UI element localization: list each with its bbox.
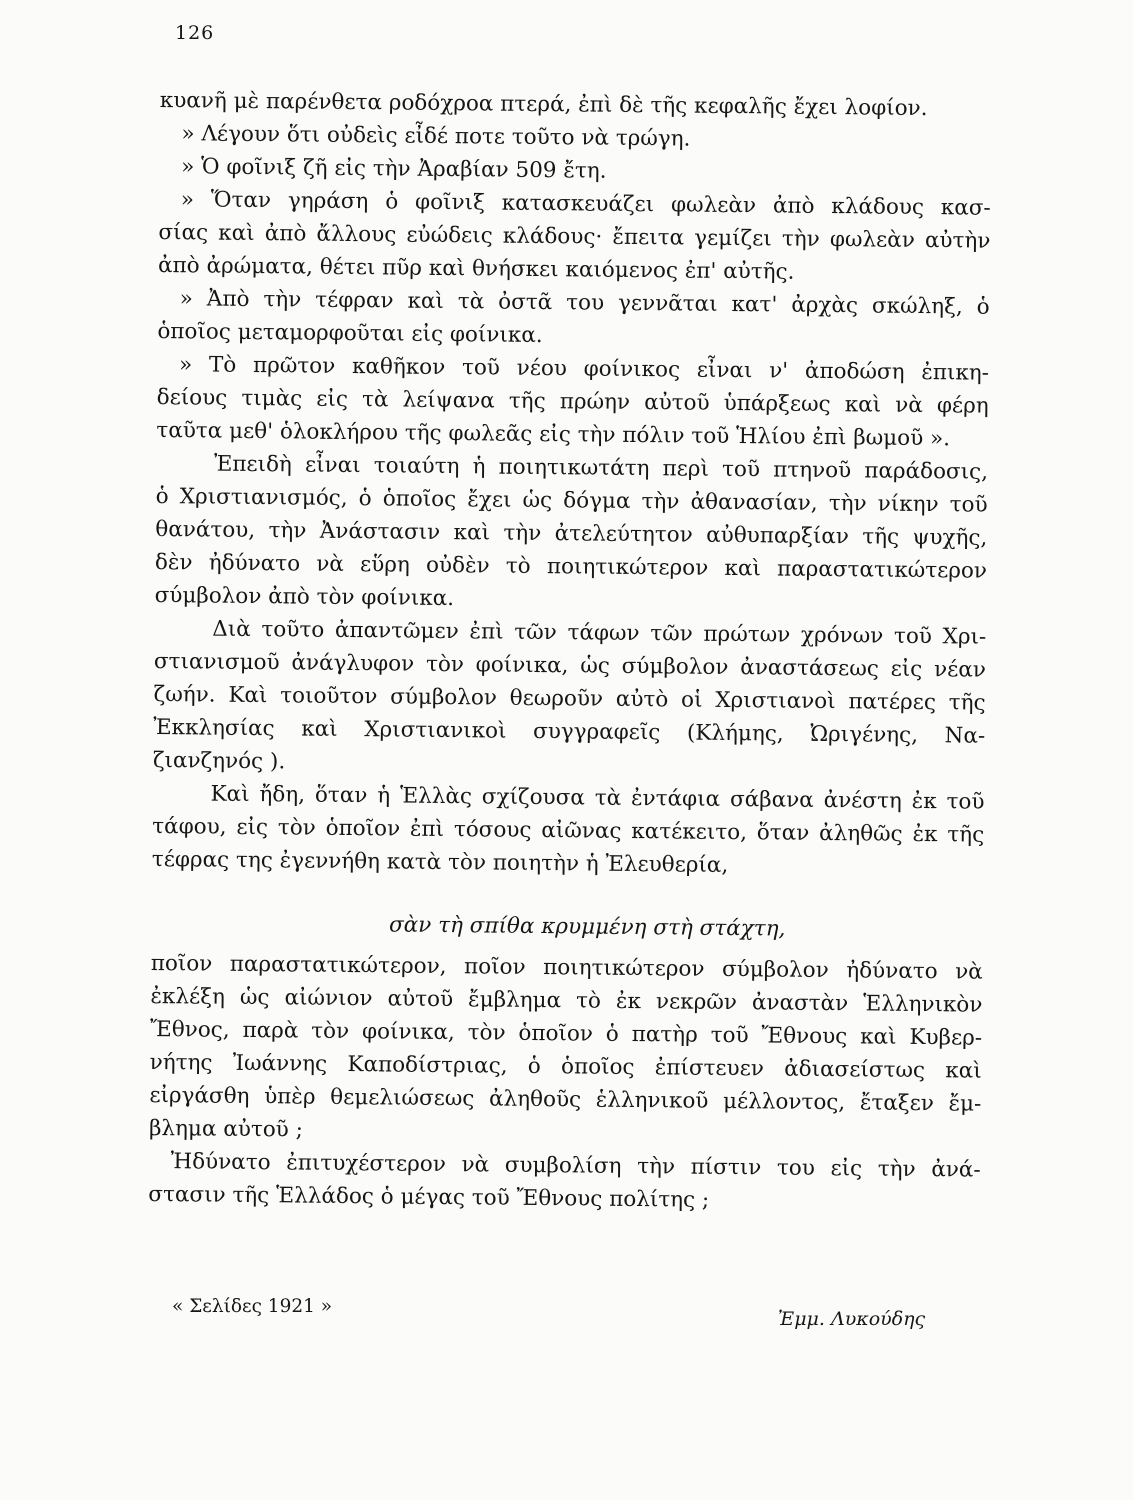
text-line: ἀπὸ ἀρώματα, θέτει πῦρ καὶ θνήσκει καιόμενος ἐπ' αὐτῆς.	[157, 252, 795, 285]
text-line: Ἐπειδὴ εἶναι τοιαύτη ἡ ποιητικωτάτη περὶ τοῦ πτηνοῦ παράδοσις,	[213, 451, 989, 485]
text-line: ζωήν. Καὶ τοιοῦτον σύμβολον θεωροῦν αὐτὸ οἱ Χριστιανοὶ πατέρες τῆς	[153, 681, 986, 716]
text-line: ὁ Χριστιανισμός, ὁ ὁποῖος ἔχει ὡς δόγμα τὴν ἀθανασίαν, τὴν νίκην τοῦ	[155, 483, 988, 518]
text-line: ταῦτα μεθ' ὁλοκλήρου τῆς φωλεᾶς εἰς τὴν πόλιν τοῦ Ἡλίου ἐπὶ βωμοῦ ».	[156, 417, 951, 452]
text-line: σύμβολον ἀπὸ τὸν φοίνικα.	[154, 582, 455, 612]
text-line: βλημα αὐτοῦ ;	[148, 1115, 304, 1143]
text-line: Ἔθνος, παρὰ τὸν φοίνικα, τὸν ὁποῖον ὁ πατὴρ τοῦ Ἔθνους καὶ Κυβερ-	[149, 1016, 983, 1051]
paragraph	[152, 777, 985, 885]
text-line: » Ὅταν γηράση ὁ φοῖνιξ κατασκευάζει φωλεὰν ἀπὸ κλάδους κασ-	[180, 187, 991, 221]
text-line: θανάτου, τὴν Ἀνάστασιν καὶ τὴν ἀτελεύτητον αὐθυπαρξίαν τῆς ψυχῆς,	[155, 516, 988, 551]
text-line: στιανισμοῦ ἀνάγλυφον τὸν φοίνικα, ὡς σύμβολον ἀναστάσεως εἰς νέαν	[153, 648, 987, 683]
paragraph	[154, 447, 988, 621]
text-line: ποῖον παραστατικώτερον, ποῖον ποιητικώτερον σύμβολον ἠδύνατο νὰ	[150, 950, 983, 985]
text-line: Ἐκκλησίας καὶ Χριστιανικοὶ συγγραφεῖς (Κλήμης, Ὠριγένης, Να-	[153, 714, 986, 749]
text-line: δὲν ἠδύνατο νὰ εὕρη οὐδὲν τὸ ποιητικώτερον καὶ παραστατικώτερον	[154, 549, 988, 584]
paragraph	[156, 348, 989, 456]
text-line: » Ἀπὸ τὴν τέφραν καὶ τὰ ὀστᾶ του γεννᾶται κατ' ἀρχὰς σκώληξ, ὁ	[179, 286, 990, 320]
text-line: » Ὁ φοῖνιξ ζῆ εἰς τὴν Ἀραβίαν 509 ἔτη.	[181, 154, 607, 184]
text-line: σίας καὶ ἀπὸ ἄλλους εὐώδεις κλάδους· ἔπειτα γεμίζει τὴν φωλεὰν αὐτὴν	[158, 219, 991, 254]
text-line: » Λέγουν ὅτι οὐδεὶς εἶδέ ποτε τοῦτο νὰ τρώγη.	[181, 121, 691, 152]
closing-paragraphs	[148, 947, 983, 1220]
text-line: ἐκλέξη ὡς αἰώνιον αὐτοῦ ἔμβλημα τὸ ἐκ νεκρῶν ἀναστὰν Ἑλληνικὸν	[150, 983, 983, 1018]
text-line: » Τὸ πρῶτον καθῆκον τοῦ νέου φοίνικος εἶναι ν' ἀποδώση ἐπικη-	[178, 352, 990, 386]
verse-quote: σὰν τὴ σπίθα κρυμμένη στὴ στάχτη,	[388, 912, 786, 942]
text-line: στασιν τῆς Ἑλλάδος ὁ μέγας τοῦ Ἔθνους πολίτης ;	[148, 1181, 710, 1213]
text-line: νήτης Ἰωάννης Καποδίστριας, ὁ ὁποῖος ἐπίστευεν ἀδιασείστως καὶ	[149, 1049, 982, 1084]
paragraphs	[152, 84, 992, 885]
source-citation: « Σελίδες 1921 »	[172, 1296, 333, 1317]
text-line: τέφρας της ἐγεννήθη κατὰ τὸν ποιητὴν ἡ Ἐλευθερία,	[151, 846, 729, 878]
text-line: Καὶ ἤδη, ὅταν ἡ Ἑλλὰς σχίζουσα τὰ ἐντάφια σάβανα ἀνέστη ἐκ τοῦ	[210, 781, 985, 815]
text-line: τάφου, εἰς τὸν ὁποῖον ἐπὶ τόσους αἰῶνας κατέκειτο, ὅταν ἀληθῶς ἐκ τῆς	[152, 813, 985, 848]
page-number: 126	[175, 22, 215, 44]
text-line: εἰργάσθη ὑπὲρ θεμελιώσεως ἀληθοῦς ἑλληνικοῦ μέλλοντος, ἔταξεν ἔμ-	[149, 1082, 982, 1117]
paragraph	[148, 1145, 981, 1220]
text-line: Ἠδύνατο ἐπιτυχέστερον νὰ συμβολίση τὴν πίστιν του εἰς τὴν ἀνά-	[170, 1149, 981, 1183]
paragraph	[158, 183, 991, 291]
paragraph	[149, 947, 983, 1154]
paragraph	[153, 612, 987, 786]
text-line: Διὰ τοῦτο ἀπαντῶμεν ἐπὶ τῶν τάφων τῶν πρώτων χρόνων τοῦ Χρι-	[212, 616, 987, 650]
text-line: ὁποῖος μεταμορφοῦται εἰς φοίνικα.	[157, 318, 543, 349]
author-signature: Ἐμμ. Λυκούδης	[778, 1308, 926, 1330]
body-text	[148, 84, 992, 1220]
text-line: ζιανζηνός ).	[152, 747, 286, 775]
text-line: κυανῆ μὲ παρένθετα ροδόχροα πτερά, ἐπὶ δὲ τῆς κεφαλῆς ἔχει λοφίον.	[159, 87, 928, 122]
text-line: δείους τιμὰς εἰς τὰ λείψανα τῆς πρώην αὐτοῦ ὑπάρξεως καὶ νὰ φέρη	[156, 384, 989, 419]
paragraph	[157, 282, 990, 357]
